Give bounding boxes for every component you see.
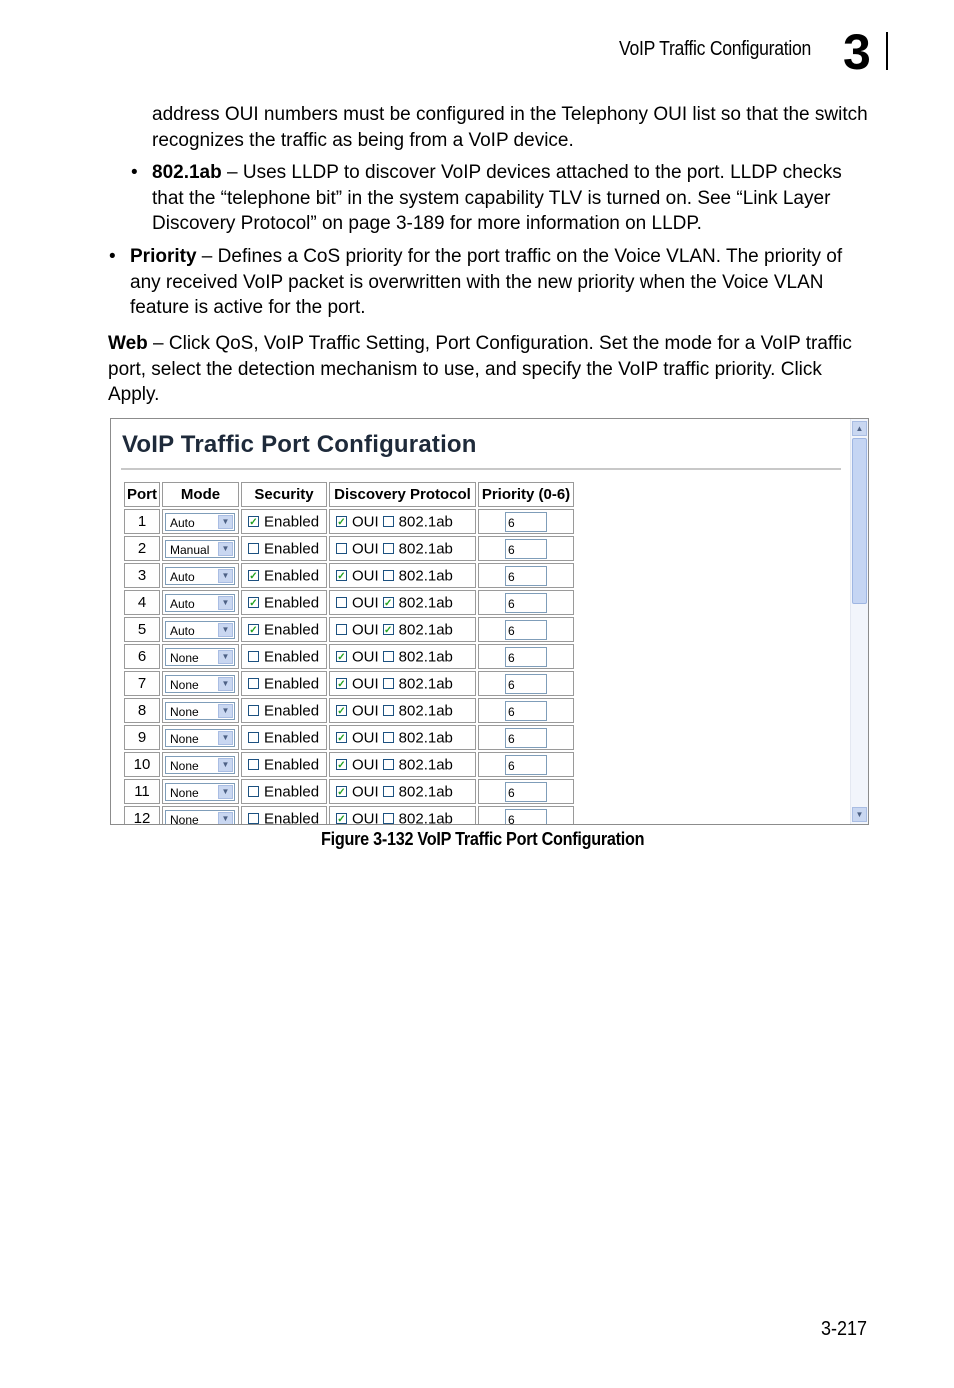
oui-checkbox[interactable] (336, 597, 347, 608)
security-label: Enabled (264, 648, 320, 666)
priority-cell (478, 671, 574, 696)
table-row (124, 752, 574, 777)
security-checkbox[interactable] (248, 705, 259, 716)
security-cell (241, 563, 327, 588)
lldp-label: 802.1ab (398, 567, 453, 585)
priority-input[interactable]: 6 (505, 674, 547, 694)
screenshot-frame (110, 418, 869, 825)
table-row (124, 617, 574, 642)
security-cell (241, 536, 327, 561)
discovery-cell (329, 779, 476, 804)
mode-select-value: Manual (170, 542, 210, 557)
security-label: Enabled (264, 540, 320, 558)
mode-cell (162, 536, 239, 561)
security-cell (241, 752, 327, 777)
security-label: Enabled (264, 513, 320, 531)
port-cell: 6 (124, 644, 160, 669)
port-cell: 3 (124, 563, 160, 588)
oui-checkbox[interactable]: ✓ (337, 760, 346, 772)
text-priority: – Defines a CoS priority for the port traffic on the Voice VLAN. The priority of any received VoIP packet is overwritten with the new priority when the Voice VLAN feature is active for the port. (130, 246, 843, 318)
priority-input[interactable]: 6 (505, 539, 547, 559)
security-cell (241, 509, 327, 534)
table-row (124, 536, 574, 561)
oui-checkbox[interactable]: ✓ (337, 787, 346, 799)
chevron-down-icon[interactable]: ▼ (218, 731, 233, 745)
security-checkbox[interactable] (248, 759, 259, 770)
lldp-checkbox[interactable] (383, 813, 394, 824)
priority-cell (478, 806, 574, 825)
oui-label: OUI (352, 675, 379, 693)
chevron-down-icon[interactable]: ▼ (218, 569, 233, 583)
discovery-cell (329, 617, 476, 642)
lldp-label: 802.1ab (398, 648, 453, 666)
oui-checkbox[interactable]: ✓ (337, 814, 346, 825)
chevron-down-icon[interactable]: ▼ (218, 650, 233, 664)
security-checkbox[interactable] (248, 732, 259, 743)
oui-label: OUI (352, 729, 379, 747)
mode-select[interactable] (165, 648, 235, 666)
security-label: Enabled (264, 729, 320, 747)
chapter-number: 3 (843, 24, 871, 80)
col-discovery: Discovery Protocol (329, 482, 476, 507)
table-row (124, 563, 574, 588)
security-cell (241, 590, 327, 615)
mode-cell (162, 563, 239, 588)
mode-select-value: None (170, 704, 199, 719)
security-cell (241, 617, 327, 642)
security-label: Enabled (264, 702, 320, 720)
priority-input[interactable]: 6 (505, 593, 547, 613)
lldp-checkbox[interactable] (383, 570, 394, 581)
priority-input[interactable]: 6 (505, 647, 547, 667)
lldp-checkbox[interactable] (383, 651, 394, 662)
oui-checkbox[interactable]: ✓ (337, 706, 346, 718)
lldp-label: 802.1ab (398, 729, 453, 747)
security-label: Enabled (264, 783, 320, 801)
scroll-thumb[interactable] (852, 438, 867, 604)
lldp-checkbox[interactable] (383, 543, 394, 554)
mode-select-value: None (170, 731, 199, 746)
priority-cell (478, 617, 574, 642)
table-row (124, 806, 574, 825)
chevron-down-icon[interactable]: ▼ (218, 515, 233, 529)
port-cell: 7 (124, 671, 160, 696)
lldp-checkbox[interactable] (383, 786, 394, 797)
mode-select[interactable] (165, 540, 235, 558)
lldp-label: 802.1ab (398, 594, 453, 612)
oui-checkbox[interactable]: ✓ (337, 733, 346, 745)
lldp-label: 802.1ab (398, 513, 453, 531)
oui-label: OUI (352, 567, 379, 585)
mode-select[interactable] (165, 702, 235, 720)
port-cell: 11 (124, 779, 160, 804)
mode-select[interactable] (165, 594, 235, 612)
col-mode: Mode (162, 482, 239, 507)
oui-label: OUI (352, 540, 379, 558)
chevron-down-icon[interactable]: ▼ (218, 785, 233, 799)
mode-select-value: None (170, 812, 199, 825)
oui-label: OUI (352, 756, 379, 774)
port-cell: 2 (124, 536, 160, 561)
security-checkbox[interactable] (248, 813, 259, 824)
lldp-checkbox[interactable] (383, 705, 394, 716)
security-cell (241, 698, 327, 723)
security-checkbox[interactable]: ✓ (249, 598, 258, 610)
title-rule (121, 468, 841, 470)
mode-cell (162, 806, 239, 825)
discovery-cell (329, 671, 476, 696)
mode-select-value: None (170, 650, 199, 665)
discovery-cell (329, 698, 476, 723)
lldp-label: 802.1ab (398, 756, 453, 774)
mode-cell (162, 752, 239, 777)
oui-checkbox[interactable] (336, 624, 347, 635)
screenshot-title: VoIP Traffic Port Configuration (122, 431, 477, 458)
priority-cell (478, 779, 574, 804)
mode-cell (162, 617, 239, 642)
mode-select-value: None (170, 785, 199, 800)
oui-label: OUI (352, 621, 379, 639)
chevron-down-icon[interactable]: ▼ (218, 542, 233, 556)
port-cell: 5 (124, 617, 160, 642)
security-cell (241, 644, 327, 669)
figure-caption: Figure 3-132 VoIP Traffic Port Configuration (321, 829, 645, 849)
bullet-1: • (131, 162, 138, 183)
security-checkbox[interactable]: ✓ (249, 625, 258, 637)
priority-input[interactable]: 6 (505, 755, 547, 775)
security-label: Enabled (264, 567, 320, 585)
security-cell (241, 779, 327, 804)
table-row (124, 590, 574, 615)
oui-label: OUI (352, 513, 379, 531)
priority-cell (478, 590, 574, 615)
security-checkbox[interactable] (248, 543, 259, 554)
port-cell: 12 (124, 806, 160, 825)
priority-cell (478, 752, 574, 777)
discovery-cell (329, 509, 476, 534)
oui-checkbox[interactable] (336, 543, 347, 554)
lldp-checkbox[interactable]: ✓ (383, 598, 393, 610)
lldp-label: 802.1ab (398, 540, 453, 558)
lldp-checkbox[interactable]: ✓ (383, 625, 393, 637)
discovery-cell (329, 752, 476, 777)
oui-label: OUI (352, 810, 379, 825)
mode-select[interactable] (165, 567, 235, 585)
port-cell: 10 (124, 752, 160, 777)
mode-cell (162, 590, 239, 615)
oui-label: OUI (352, 702, 379, 720)
scroll-up-icon[interactable]: ▲ (852, 421, 867, 436)
security-checkbox[interactable]: ✓ (249, 571, 258, 583)
vertical-scrollbar[interactable] (850, 419, 868, 824)
security-checkbox[interactable]: ✓ (249, 517, 258, 529)
chevron-down-icon[interactable]: ▼ (218, 623, 233, 637)
security-cell (241, 671, 327, 696)
mode-select[interactable] (165, 756, 235, 774)
lldp-label: 802.1ab (398, 783, 453, 801)
table-row (124, 509, 574, 534)
priority-input[interactable]: 6 (505, 728, 547, 748)
security-label: Enabled (264, 675, 320, 693)
mode-cell (162, 725, 239, 750)
oui-label: OUI (352, 594, 379, 612)
running-header-title: VoIP Traffic Configuration (619, 38, 812, 60)
page-number: 3-217 (821, 1318, 868, 1340)
priority-cell (478, 563, 574, 588)
mode-cell (162, 671, 239, 696)
discovery-cell (329, 806, 476, 825)
paragraph-8021ab (152, 160, 872, 237)
text-web: – Click QoS, VoIP Traffic Setting, Port Configuration. Set the mode for a VoIP traffic port, select the detection mechanism to use, and specify the VoIP traffic priority. Click Apply. (108, 333, 852, 405)
priority-cell (478, 698, 574, 723)
lldp-checkbox[interactable] (383, 759, 394, 770)
priority-input[interactable]: 6 (505, 620, 547, 640)
mode-select[interactable] (165, 729, 235, 747)
mode-cell (162, 698, 239, 723)
discovery-cell (329, 725, 476, 750)
col-priority: Priority (0-6) (478, 482, 574, 507)
voip-port-table (122, 480, 576, 825)
oui-checkbox[interactable]: ✓ (337, 571, 346, 583)
mode-select-value: Auto (170, 515, 195, 530)
priority-input[interactable]: 6 (505, 701, 547, 721)
mode-cell (162, 644, 239, 669)
lldp-label: 802.1ab (398, 675, 453, 693)
priority-cell (478, 644, 574, 669)
mode-select-value: Auto (170, 596, 195, 611)
discovery-cell (329, 536, 476, 561)
table-row (124, 644, 574, 669)
lldp-checkbox[interactable] (383, 732, 394, 743)
security-label: Enabled (264, 621, 320, 639)
table-row (124, 725, 574, 750)
col-port: Port (124, 482, 160, 507)
security-checkbox[interactable] (248, 786, 259, 797)
security-cell (241, 725, 327, 750)
mode-cell (162, 779, 239, 804)
mode-select[interactable] (165, 621, 235, 639)
table-header-row (124, 482, 574, 507)
chevron-down-icon[interactable]: ▼ (218, 812, 233, 825)
mode-select-value: None (170, 677, 199, 692)
lldp-label: 802.1ab (398, 702, 453, 720)
priority-cell (478, 509, 574, 534)
paragraph-priority (130, 244, 872, 321)
mode-select[interactable] (165, 675, 235, 693)
lldp-label: 802.1ab (398, 621, 453, 639)
mode-select-value: Auto (170, 569, 195, 584)
port-cell: 4 (124, 590, 160, 615)
paragraph-oui: address OUI numbers must be configured in the Telephony OUI list so that the switch recognizes the traffic as being from a VoIP device. (152, 104, 868, 151)
security-label: Enabled (264, 810, 320, 825)
port-cell: 9 (124, 725, 160, 750)
col-security: Security (241, 482, 327, 507)
paragraph-web (108, 331, 868, 408)
table-row (124, 671, 574, 696)
mode-select-value: None (170, 758, 199, 773)
security-label: Enabled (264, 594, 320, 612)
oui-checkbox[interactable]: ✓ (337, 679, 346, 691)
scroll-down-icon[interactable]: ▼ (852, 807, 867, 822)
priority-input[interactable]: 6 (505, 782, 547, 802)
header-bar (886, 32, 888, 70)
table-row (124, 698, 574, 723)
mode-select[interactable] (165, 810, 235, 825)
oui-checkbox[interactable]: ✓ (337, 652, 346, 664)
security-cell (241, 806, 327, 825)
oui-label: OUI (352, 783, 379, 801)
priority-cell (478, 725, 574, 750)
priority-input[interactable]: 6 (505, 512, 547, 532)
text-8021ab: – Uses LLDP to discover VoIP devices attached to the port. LLDP checks that the “telephone bit” in the system capability TLV is turned on. See “Link Layer Discovery Protocol” on page 3-189 for more information on LLDP. (152, 162, 842, 234)
lldp-label: 802.1ab (398, 810, 453, 825)
bullet-2: • (109, 246, 116, 267)
chevron-down-icon[interactable]: ▼ (218, 758, 233, 772)
oui-checkbox[interactable]: ✓ (337, 517, 346, 529)
priority-input[interactable]: 6 (505, 809, 547, 826)
term-web: Web (108, 333, 148, 354)
chevron-down-icon[interactable]: ▼ (218, 704, 233, 718)
term-8021ab: 802.1ab (152, 162, 222, 183)
lldp-checkbox[interactable] (383, 678, 394, 689)
security-checkbox[interactable] (248, 678, 259, 689)
priority-cell (478, 536, 574, 561)
chevron-down-icon[interactable]: ▼ (218, 596, 233, 610)
mode-cell (162, 509, 239, 534)
discovery-cell (329, 590, 476, 615)
port-cell: 8 (124, 698, 160, 723)
term-priority: Priority (130, 246, 197, 267)
priority-input[interactable]: 6 (505, 566, 547, 586)
discovery-cell (329, 563, 476, 588)
lldp-checkbox[interactable] (383, 516, 394, 527)
table-body (124, 509, 574, 825)
oui-label: OUI (352, 648, 379, 666)
security-label: Enabled (264, 756, 320, 774)
mode-select[interactable] (165, 513, 235, 531)
discovery-cell (329, 644, 476, 669)
mode-select-value: Auto (170, 623, 195, 638)
port-cell: 1 (124, 509, 160, 534)
chevron-down-icon[interactable]: ▼ (218, 677, 233, 691)
table-row (124, 779, 574, 804)
mode-select[interactable] (165, 783, 235, 801)
security-checkbox[interactable] (248, 651, 259, 662)
